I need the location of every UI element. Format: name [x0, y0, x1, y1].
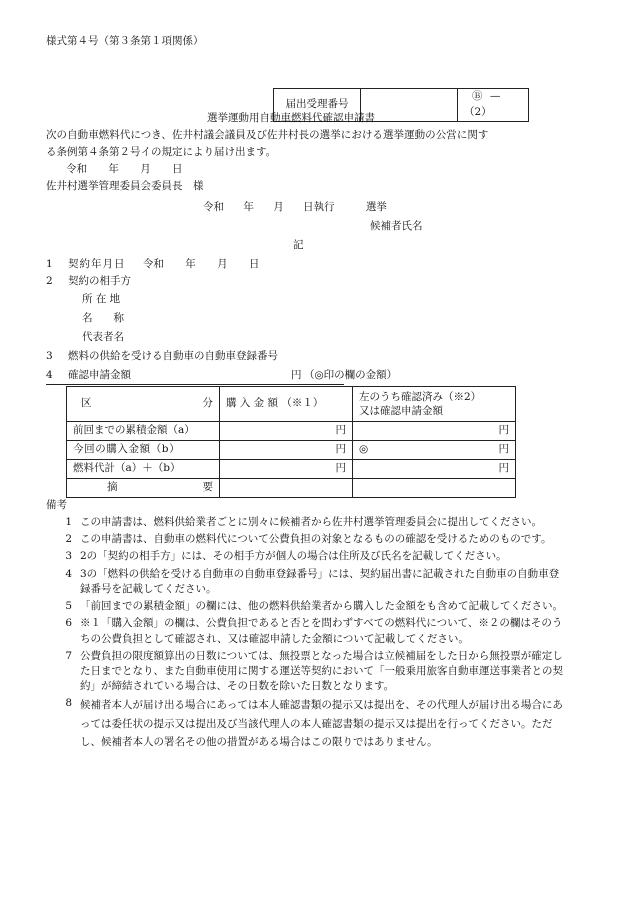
item-4-num: 4	[46, 369, 53, 381]
item-1-year: 年	[185, 258, 196, 270]
note-num: 6	[65, 617, 72, 630]
note-num: 7	[65, 649, 72, 662]
amount-table	[66, 386, 516, 498]
election-month: 月	[273, 201, 284, 213]
item-1	[46, 257, 259, 273]
header-purchase: 購 入 金 額 （※１）	[220, 387, 353, 422]
item-2	[46, 274, 131, 290]
item-4-underline	[46, 384, 344, 385]
row-memo-label	[67, 479, 220, 498]
date-era: 令和	[66, 163, 87, 175]
row-b-confirm	[353, 441, 516, 460]
row-memo-2: 要	[202, 481, 213, 494]
date-line	[66, 162, 183, 178]
intro-line-1: 次の自動車燃料代につき、佐井村議会議員及び佐井村長の選挙における選挙運動の公営に関す	[46, 129, 489, 141]
note-text: この申請書は、自動車の燃料代について公費負担の対象となるものの確認を受けるためのものです。	[80, 533, 552, 546]
item-1-num: 1	[46, 258, 53, 270]
date-year: 年	[108, 163, 119, 175]
note-item	[46, 549, 568, 564]
receipt-blank	[361, 89, 458, 122]
note-text: 候補者本人が届け出る場合にあっては本人確認書類の提示又は提出を、その代理人が届け出る場合にあっては委任状の提示又は提出及び当該代理人の本人確認書類の提示又は提出を行ってください。ただし、候補者本人の署名その他の措置がある場合はこの限りではありません。	[80, 699, 563, 749]
candidate-label: 候補者氏名	[370, 220, 423, 232]
note-text: 公費負担の限度額算出の日数については、無投票となった場合は立候補届をした日から無投票が確定した日までとなり、また自動車使用に関する運送等契約において「一般乗用旅客自動車運送事業者との契約」が締結されている場合は、その日数を除いた日数となります。	[80, 649, 563, 693]
note-item	[46, 532, 568, 547]
item-1-day: 日	[248, 258, 260, 270]
receipt-number	[458, 89, 529, 122]
note-text: ※１「購入金額」の欄は、公費負担であると否とを問わずすべての燃料代について、※２の欄はそのうちの公費負担として確認され、又は確認申請した金額について記載してください。	[80, 617, 563, 645]
table-row	[67, 460, 516, 479]
item-4	[46, 368, 131, 384]
election-name: 選挙	[365, 201, 387, 213]
item-1-era: 令和	[142, 258, 164, 270]
receipt-label: 届出受理番号	[274, 89, 361, 122]
note-num: 4	[65, 567, 72, 580]
note-num: 5	[65, 600, 72, 613]
header-kubun	[67, 387, 220, 422]
table-row	[67, 479, 516, 498]
header-confirm	[353, 387, 516, 422]
election-day: 日執行	[303, 201, 335, 213]
item-3-num: 3	[46, 350, 53, 362]
item-3-label: 燃料の供給を受ける自動車の自動車登録番号	[68, 350, 279, 362]
note-item	[46, 649, 568, 695]
date-day: 日	[172, 163, 183, 175]
note-num: 2	[65, 533, 72, 546]
row-b-confirm-yen: 円	[498, 443, 509, 456]
row-total-confirm-yen: 円	[353, 460, 516, 479]
table-row	[67, 422, 516, 441]
item-1-label: 契約年月日	[68, 258, 126, 270]
header-confirm-1: 左のうち確認済み（※2）	[359, 390, 482, 403]
item-3	[46, 349, 278, 365]
note-num: 8	[65, 697, 72, 710]
row-a-confirm-yen: 円	[353, 422, 516, 441]
form-number: 様式第４号（第３条第１項関係）	[46, 35, 204, 47]
row-memo-1: 摘	[107, 481, 118, 494]
table-row	[67, 441, 516, 460]
note-item	[46, 567, 568, 597]
ki-heading: 記	[293, 239, 304, 251]
note-text: 「前回までの累積金額」の欄には、他の燃料供給業者から購入した金額をも含めて記載してください。	[80, 600, 563, 613]
item-2-name: 名 称	[82, 312, 124, 324]
header-kubun-bun: 分	[202, 397, 213, 410]
note-text: この申請書は、燃料供給業者ごとに別々に候補者から佐井村選挙管理委員会に提出してください。	[80, 516, 542, 528]
note-text: 2の「契約の相手方」には、その相手方が個人の場合は住所及び氏名を記載してください。	[80, 550, 507, 563]
election-era: 令和	[203, 201, 224, 213]
item-2-num: 2	[46, 275, 53, 287]
row-total-label: 燃料代計（a）＋（b）	[67, 460, 220, 479]
header-confirm-2: 又は確認申請金額	[359, 405, 443, 417]
row-b-label: 今回の購入金額（b）	[67, 441, 220, 460]
election-line	[203, 200, 387, 216]
table-header-row	[67, 387, 516, 422]
item-4-label: 確認申請金額	[68, 369, 132, 381]
note-num: 1	[65, 516, 72, 528]
item-2-address: 所 在 地	[82, 293, 121, 305]
note-text: 3の「燃料の供給を受ける自動車の自動車登録番号」には、契約届出書に記載された自動車の自動車登録番号を記載してください。	[80, 567, 560, 595]
note-item	[46, 599, 568, 614]
header-kubun-ku: 区	[81, 397, 92, 410]
row-b-yen: 円	[220, 441, 353, 460]
notes-list	[46, 515, 568, 754]
addressee: 佐井村選挙管理委員会委員長 様	[46, 180, 204, 192]
receipt-number-suffix: —（2）	[464, 90, 501, 118]
note-item	[46, 515, 568, 530]
intro-line-2: る条例第４条第２号イの規定により届け出ます。	[46, 146, 277, 158]
item-4-note: （◎印の欄の金額）	[304, 369, 398, 381]
row-memo-confirm	[353, 479, 516, 498]
date-month: 月	[140, 163, 151, 175]
note-item	[46, 696, 568, 751]
row-a-label: 前回までの累積金額（a）	[67, 422, 220, 441]
item-2-label: 契約の相手方	[68, 275, 132, 287]
double-circle-mark: ◎	[359, 443, 369, 456]
row-total-yen: 円	[220, 460, 353, 479]
notes-title: 備考	[46, 499, 67, 511]
item-2-representative: 代表者名	[82, 331, 124, 343]
row-a-yen: 円	[220, 422, 353, 441]
page-title: 選挙運動用自動車燃料代確認申請書	[207, 112, 375, 124]
item-4-yen: 円	[291, 369, 302, 381]
item-1-month: 月	[217, 258, 228, 270]
receipt-mark: Ⓑ	[472, 90, 483, 102]
row-memo-value	[220, 479, 353, 498]
note-item	[46, 616, 568, 646]
note-num: 3	[65, 550, 72, 563]
election-year: 年	[243, 201, 254, 213]
